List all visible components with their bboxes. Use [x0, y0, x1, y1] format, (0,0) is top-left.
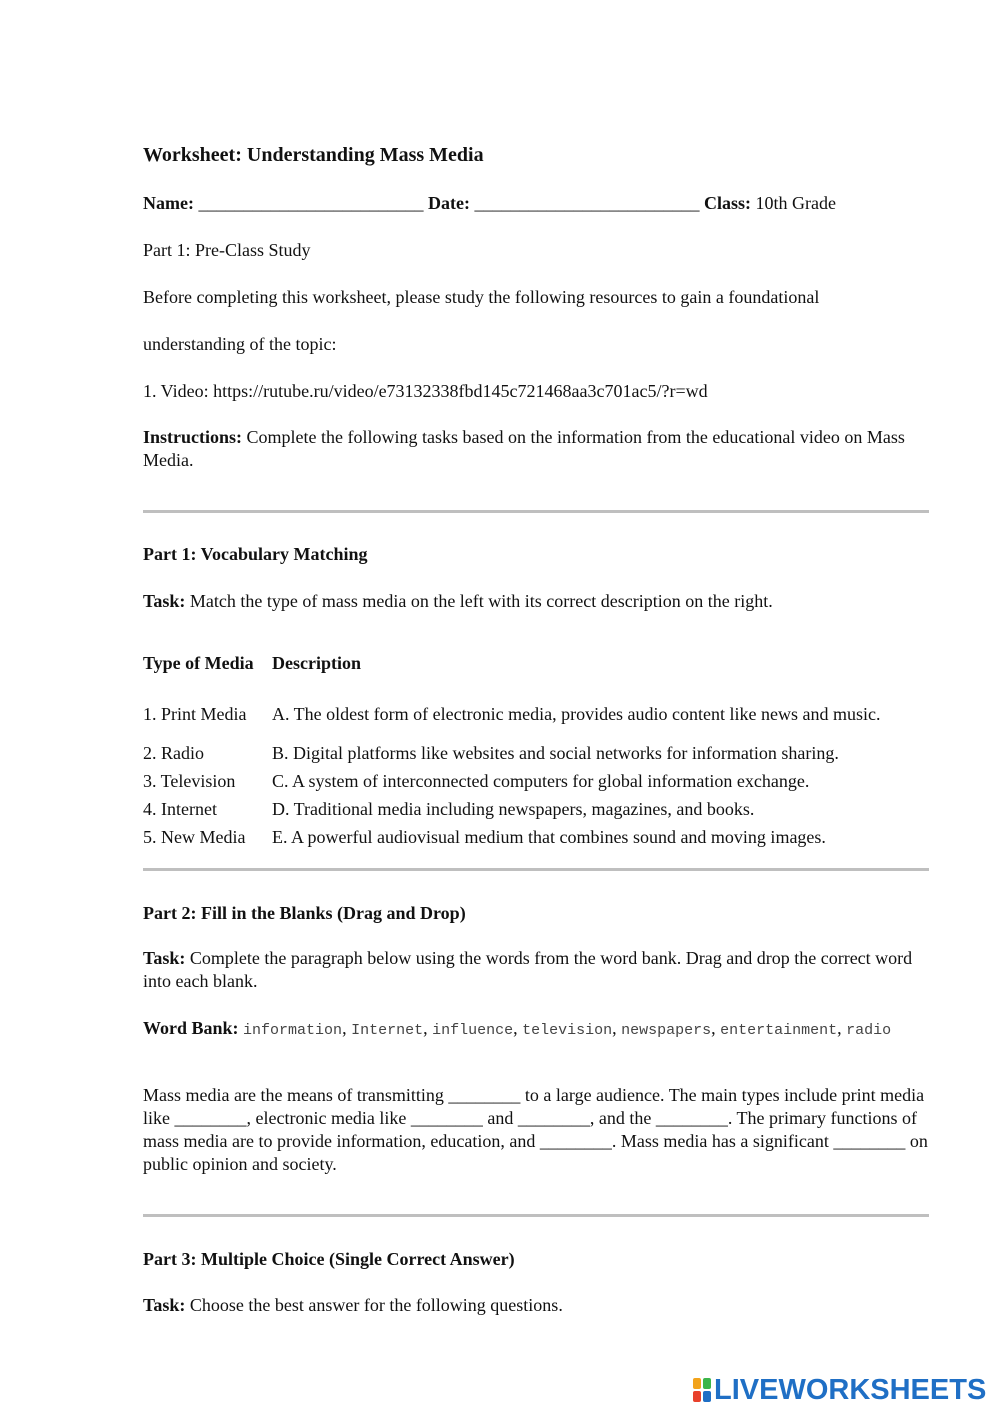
part2-task: [143, 947, 929, 993]
instructions-label: Instructions:: [143, 427, 243, 447]
word-chip[interactable]: newspapers: [621, 1022, 712, 1039]
logo-text: LIVEWORKSHEETS: [714, 1373, 987, 1406]
instructions-text: Complete the following tasks based on the information from the educational video on Mass Media.: [143, 427, 905, 470]
part3-heading: Part 3: Multiple Choice (Single Correct Answer): [143, 1249, 515, 1269]
date-field[interactable]: _________________________: [474, 193, 700, 213]
name-label: Name:: [143, 193, 194, 213]
student-info-line: [143, 192, 836, 215]
column-header-description: Description: [272, 652, 361, 673]
word-bank: Word Bank: information, Internet, influence, television, newspapers, entertainment, radio: [143, 1018, 892, 1039]
column-header-type: Type of Media: [143, 652, 254, 673]
section-divider: [143, 510, 929, 513]
part3-task: [143, 1294, 563, 1317]
word-chip[interactable]: influence: [432, 1022, 514, 1039]
word-chip[interactable]: television: [522, 1022, 613, 1039]
media-type-cell[interactable]: 5. New Media: [143, 826, 246, 847]
media-type-cell[interactable]: 1. Print Media: [143, 703, 247, 724]
class-label: Class:: [703, 193, 751, 213]
table-row: [143, 767, 929, 795]
vocabulary-table: [143, 637, 929, 851]
description-cell[interactable]: D. Traditional media including newspapers, magazines, and books.: [272, 798, 755, 819]
section-divider: [143, 868, 929, 871]
part2-task-label: Task:: [143, 948, 186, 968]
preclass-text-line2: understanding of the topic:: [143, 334, 337, 354]
date-label: Date:: [427, 193, 470, 213]
word-bank-label: Word Bank:: [143, 1018, 239, 1038]
description-cell[interactable]: C. A system of interconnected computers for global information exchange.: [272, 770, 810, 791]
media-type-cell[interactable]: 4. Internet: [143, 798, 217, 819]
part1-heading: Part 1: Vocabulary Matching: [143, 544, 368, 564]
word-chip[interactable]: information: [243, 1022, 343, 1039]
page-title: Worksheet: Understanding Mass Media: [143, 144, 484, 166]
part1-task-label: Task:: [143, 591, 186, 611]
word-chip[interactable]: radio: [846, 1022, 892, 1039]
liveworksheets-logo: [693, 1374, 986, 1406]
part1-task: [143, 590, 773, 613]
table-header-row: [143, 637, 929, 689]
media-type-cell[interactable]: 3. Television: [143, 770, 236, 791]
section-divider: [143, 1214, 929, 1217]
description-cell[interactable]: E. A powerful audiovisual medium that combines sound and moving images.: [272, 826, 826, 847]
description-cell[interactable]: A. The oldest form of electronic media, provides audio content like news and music.: [272, 703, 881, 724]
preclass-text-line1: Before completing this worksheet, please study the following resources to gain a foundational: [143, 287, 820, 307]
table-row: [143, 689, 929, 739]
name-field[interactable]: _________________________: [198, 193, 424, 213]
media-type-cell[interactable]: 2. Radio: [143, 742, 204, 763]
table-row: [143, 823, 929, 851]
fill-in-paragraph[interactable]: Mass media are the means of transmitting ________ to a large audience. The main types include print media like ________, electronic media like ________ and ________, and the ________. The primary functions of mass media are to provide information, education, and ________. Mass media has a significant ________ on public opinion and society.: [143, 1085, 928, 1174]
word-chip[interactable]: entertainment: [720, 1022, 838, 1039]
part1-task-text: Match the type of mass media on the left with its correct description on the right.: [189, 591, 773, 611]
class-value: 10th Grade: [755, 193, 836, 213]
table-row: [143, 739, 929, 767]
part3-task-text: Choose the best answer for the following questions.: [189, 1295, 563, 1315]
preclass-heading: Part 1: Pre-Class Study: [143, 240, 311, 260]
part2-heading: Part 2: Fill in the Blanks (Drag and Drop): [143, 903, 466, 923]
part2-task-text: Complete the paragraph below using the words from the word bank. Drag and drop the correct word into each blank.: [143, 948, 913, 991]
logo-icon: [693, 1378, 711, 1402]
part3-task-label: Task:: [143, 1295, 186, 1315]
description-cell[interactable]: B. Digital platforms like websites and social networks for information sharing.: [272, 742, 839, 763]
table-row: [143, 795, 929, 823]
video-link[interactable]: 1. Video: https://rutube.ru/video/e73132338fbd145c721468aa3c701ac5/?r=wd: [143, 381, 708, 401]
instructions: [143, 426, 929, 472]
word-chip[interactable]: Internet: [351, 1022, 424, 1039]
